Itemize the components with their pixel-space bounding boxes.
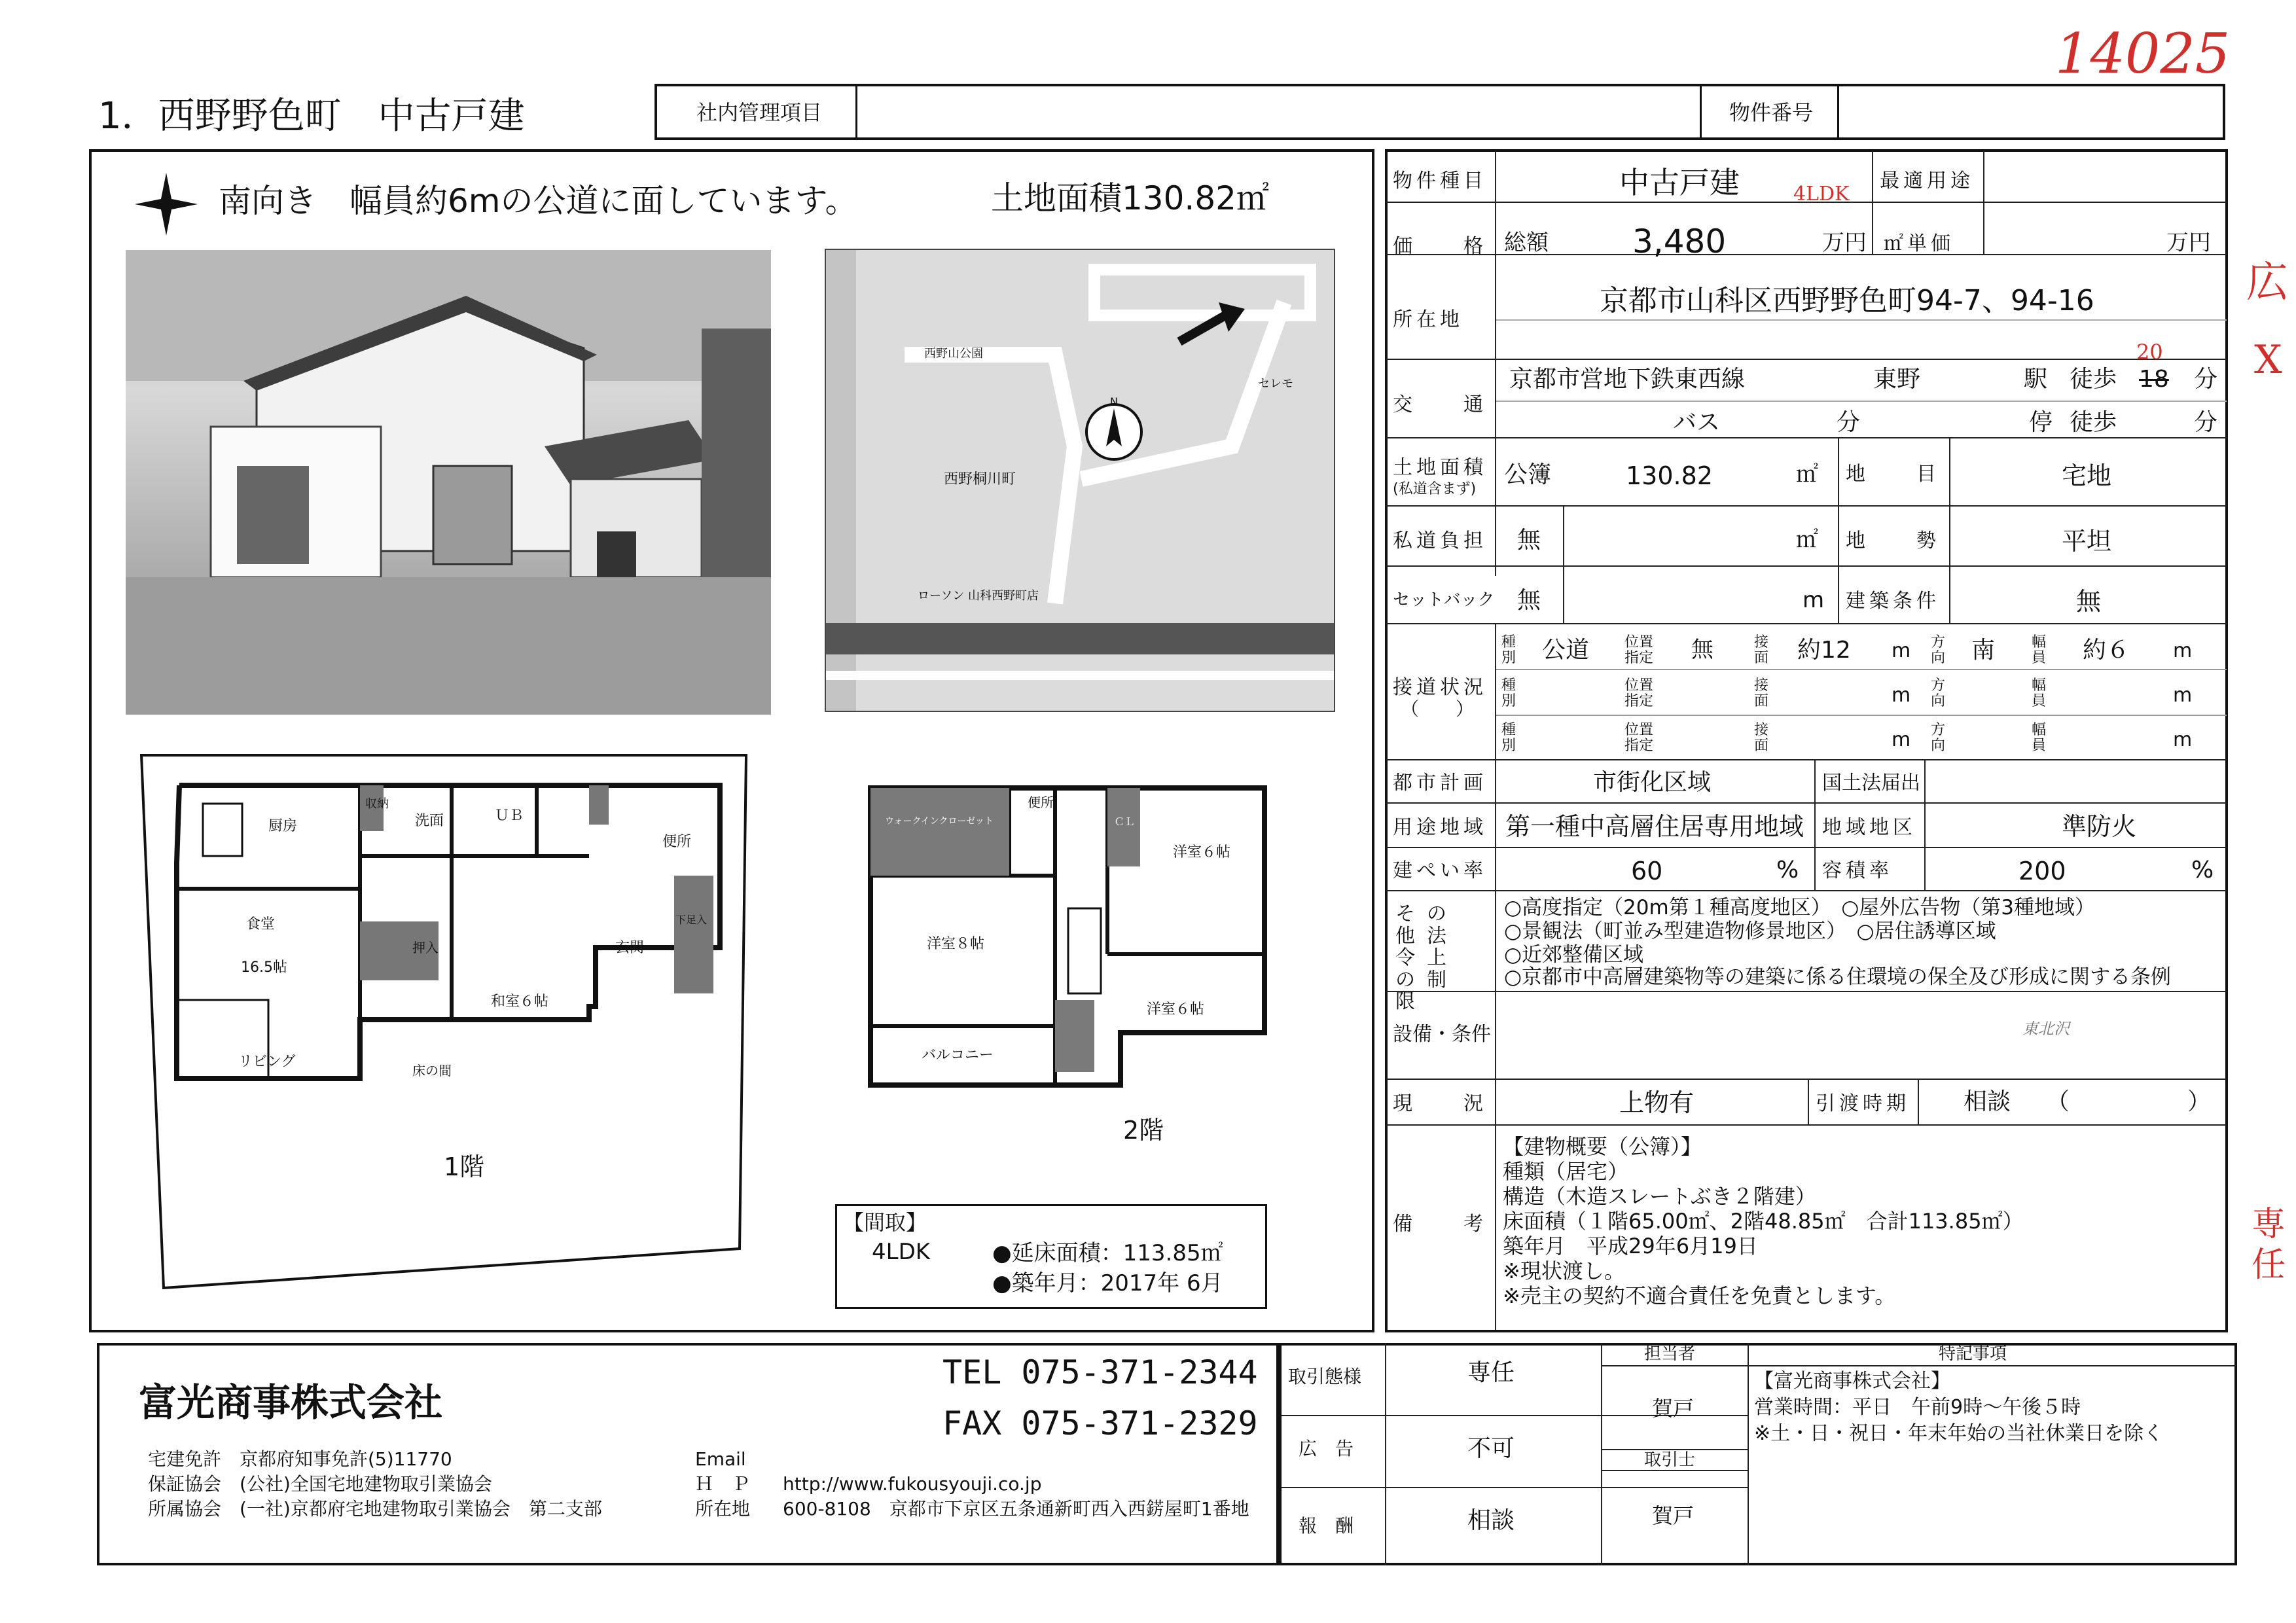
road-h-fukuin-1: 幅員 [2032, 634, 2047, 667]
handwritten-mark-kou: 広 [2246, 259, 2288, 307]
label-koukoku: 広 告 [1299, 1438, 1354, 1459]
label-chimoku: 地 目 [1846, 463, 1940, 486]
road-1-setsumen: 約12 [1797, 637, 1851, 664]
road-h-setsumen-1: 接面 [1754, 634, 1769, 667]
toshi-value: 市街化区域 [1593, 769, 1712, 796]
road-1-m: m [1892, 639, 1911, 662]
m2-price-unit: 万円 [2166, 230, 2211, 256]
chisei-value: 平坦 [2062, 527, 2112, 556]
label-setsubi: 設備・条件 [1393, 1023, 1491, 1046]
floor-plan-2f [859, 777, 1278, 1170]
mgmt-value-field[interactable] [857, 84, 1702, 140]
tokki-line-1: 【富光商事株式会社】 [1754, 1370, 1950, 1393]
floor-plan-1f [137, 751, 766, 1292]
road-h-fukuin-3: 幅員 [2032, 722, 2047, 755]
transport-fun: 分 [2194, 366, 2218, 393]
map-label-kirikawa: 西野桐川町 [944, 471, 1016, 488]
address-label: 所在地 [695, 1498, 751, 1520]
room-dining-size: 16.5帖 [241, 959, 287, 976]
room-washitsu: 和室６帖 [491, 993, 549, 1010]
land-value: 130.82 [1626, 461, 1713, 490]
price-unit: 万円 [1822, 230, 1867, 256]
page-title: 1．西野野色町 中古戸建 [98, 95, 525, 137]
sonota-line-2: ○景観法（町並み型建造物修景地区） ○居住誘導区域 [1504, 919, 1996, 943]
label-land: 土地面積 [1393, 456, 1487, 479]
label-toshi: 都市計画 [1393, 772, 1487, 794]
road-h-shubetsu-2: 種別 [1501, 677, 1516, 710]
transport-tei: 停 [2029, 409, 2053, 436]
land-area-headline: 土地面積130.82㎡ [991, 179, 1269, 217]
madori-value: 4LDK [872, 1239, 931, 1265]
road-h-shubetsu-1: 種別 [1501, 634, 1516, 667]
room-shoe-storage: 下足入 [675, 914, 708, 926]
assoc1-text: 保証協会 (公社)全国宅地建物取引業協会 [148, 1473, 492, 1495]
transport-station: 東野 [1873, 366, 1921, 393]
shidou-value: 無 [1517, 527, 1541, 554]
room-genkan: 玄関 [615, 940, 645, 956]
label-kenpei: 建ぺい率 [1393, 859, 1487, 882]
label-bikou: 備 考 [1393, 1213, 1487, 1236]
label-kenchiku: 建築条件 [1846, 590, 1940, 613]
road-1-fukuin: 約６ [2083, 637, 2130, 664]
address-text: 600-8108 京都市下京区五条通新町西入西錺屋町1番地 [783, 1498, 1249, 1520]
youseki-pct: % [2191, 857, 2214, 883]
label-youseki: 容積率 [1822, 859, 1893, 882]
room-tokonoma: 床の間 [412, 1063, 452, 1079]
land-koubo: 公簿 [1504, 461, 1552, 488]
hikiwatashi-value: 相談 （ ） [1964, 1088, 2212, 1115]
label-chisei: 地 勢 [1846, 529, 1940, 552]
room-senmen: 洗面 [415, 813, 444, 829]
handwritten-setsubi-note: 東北沢 [2022, 1020, 2070, 1038]
road-3-m: m [1892, 728, 1911, 751]
kenpei-pct: % [1776, 857, 1799, 883]
sonota-line-4: ○京都市中高層建築物等の建築に係る住環境の保全及び形成に関する条例 [1504, 965, 2172, 989]
label-road-paren: （ ） [1401, 698, 1475, 720]
road-h-setsumen-3: 接面 [1754, 722, 1769, 755]
shidou-m2: ㎡ [1796, 527, 1818, 553]
chimoku-value: 宅地 [2062, 461, 2112, 490]
hp-label: Ｈ Ｐ [695, 1473, 751, 1495]
handwritten-mark-sennin: 専任 [2251, 1205, 2286, 1285]
label-price: 価 格 [1393, 235, 1487, 258]
road-2-fukuin-m: m [2173, 684, 2193, 707]
room-2f-yoshitsu-6b: 洋室６帖 [1147, 1001, 1205, 1018]
value-shubetsu: 中古戸建 [1619, 165, 1740, 200]
chiiki-value: 準防火 [2062, 812, 2137, 841]
email-label: Email [695, 1448, 746, 1470]
road-h-ichi-3: 位置指定 [1624, 722, 1654, 755]
land-m2: ㎡ [1796, 461, 1818, 488]
room-living: リビング [238, 1054, 296, 1070]
kenchiku-value: 無 [2076, 587, 2102, 616]
road-1-shubetsu: 公道 [1542, 637, 1590, 664]
bikou-line-7: ※売主の契約不適合責任を免責とします。 [1503, 1283, 1896, 1308]
tokki-line-3: ※土・日・祝日・年末年始の当社休業日を除く [1754, 1422, 2164, 1445]
road-3-fukuin-m: m [2173, 728, 2193, 751]
floor1-label: 1階 [444, 1152, 485, 1181]
map-north-label: N [1110, 395, 1118, 408]
room-2f-yoshitsu-8: 洋室８帖 [927, 936, 985, 952]
room-dining: 食堂 [246, 916, 276, 933]
room-2f-balcony: バルコニー [922, 1047, 994, 1063]
assoc2-text: 所属協会 (一社)京都府宅地建物取引業協会 第二支部 [148, 1498, 602, 1520]
license-text: 宅建免許 京都府知事免許(5)11770 [148, 1448, 452, 1470]
road-h-ichi-1: 位置指定 [1624, 634, 1654, 667]
road-h-houi-3: 方向 [1931, 722, 1946, 755]
label-chiiki: 地域地区 [1822, 816, 1916, 839]
road-1-ichi: 無 [1691, 637, 1713, 663]
kenpei-value: 60 [1631, 857, 1663, 885]
price-value: 3,480 [1632, 223, 1727, 260]
label-saiteki: 最適用途 [1880, 169, 1974, 192]
room-ub: ＵＢ [495, 808, 524, 824]
road-h-setsumen-2: 接面 [1754, 677, 1769, 710]
label-genkyo: 現 況 [1393, 1092, 1487, 1115]
tokki-line-2: 営業時間：平日 午前9時〜午後５時 [1754, 1396, 2081, 1419]
youseki-value: 200 [2018, 857, 2066, 885]
floor-area-summary: ●延床面積：113.85㎡ [992, 1240, 1223, 1266]
genkyo-value: 上物有 [1619, 1088, 1695, 1117]
setback-value: 無 [1517, 587, 1541, 614]
handwritten-4ldk: 4LDK [1793, 183, 1850, 205]
label-houshuu: 報 酬 [1299, 1515, 1354, 1537]
torihikishi-value: 賀戸 [1652, 1503, 1695, 1528]
room-shuunou: 収納 [365, 797, 389, 811]
room-2f-walkin-closet: ウォークインクローゼット [885, 816, 994, 827]
setback-m: m [1803, 587, 1825, 613]
transport-bus: バス [1673, 409, 1721, 436]
room-2f-yoshitsu-6a: 洋室６帖 [1173, 844, 1231, 861]
room-2f-toilet: 便所 [1028, 794, 1054, 810]
tagline: 南向き 幅員約6mの公道に面しています。 [219, 182, 858, 220]
label-hikiwatashi: 引渡時期 [1816, 1092, 1910, 1115]
label-setback: セットバック [1393, 590, 1495, 610]
company-name: 富光商事株式会社 [139, 1380, 443, 1425]
property-no-field[interactable] [1839, 84, 2225, 140]
hp-link[interactable]: http://www.fukousyouji.co.jp [783, 1473, 1042, 1495]
property-no-label-cell [1702, 84, 1839, 140]
label-shidou: 私道負担 [1393, 529, 1487, 552]
room-kitchen: 厨房 [268, 818, 298, 834]
bikou-line-1: 【建物概要（公簿）】 [1503, 1134, 1702, 1159]
bikou-line-4: 床面積（１階65.00㎡、2階48.85㎡ 合計113.85㎡） [1503, 1209, 2024, 1234]
bikou-line-6: ※現状渡し。 [1503, 1258, 1625, 1283]
floor2-label: 2階 [1123, 1116, 1164, 1145]
transport-line: 京都市営地下鉄東西線 [1509, 366, 1746, 393]
bikou-line-5: 築年月 平成29年6月19日 [1503, 1234, 1758, 1258]
label-m2-price: ㎡単価 [1884, 232, 1954, 255]
bikou-line-3: 構造（木造スレートぶき２階建） [1503, 1184, 1816, 1209]
north-star-icon [134, 171, 199, 237]
map-label-lawson: ローソン 山科西野町店 [918, 589, 1039, 603]
label-road: 接道状況 [1393, 676, 1487, 699]
handwritten-mark-x: X [2254, 337, 2282, 383]
label-shubetsu: 物件種目 [1393, 169, 1487, 192]
tantou-value: 賀戸 [1652, 1396, 1695, 1421]
sonota-line-1: ○高度指定（20m第１種高度地区） ○屋外広告物（第3種地域） [1504, 896, 2095, 919]
road-h-shubetsu-3: 種別 [1501, 722, 1516, 755]
label-land-sub: (私道含まず) [1393, 481, 1477, 497]
transport-bus-fun: 分 [1837, 409, 1861, 436]
map-label-seremo: セレモ [1258, 377, 1293, 391]
room-2f-closet: ＣＬ [1114, 815, 1136, 828]
handwritten-id-number: 14025 [2055, 22, 2231, 86]
label-location: 所在地 [1393, 308, 1463, 331]
price-sougaku: 総額 [1504, 230, 1549, 256]
madori-label: 【間取】 [843, 1210, 927, 1235]
label-torihiki: 取引態様 [1288, 1366, 1362, 1387]
label-youto: 用途地域 [1393, 816, 1487, 839]
youto-value: 第一種中高層住居専用地域 [1505, 812, 1804, 841]
house-photo [126, 250, 771, 715]
transport-toho: 徒歩 [2070, 366, 2117, 393]
label-transport: 交 通 [1393, 393, 1487, 416]
room-oshiire: 押入 [412, 940, 439, 955]
koukoku-value: 不可 [1467, 1435, 1515, 1462]
room-toilet: 便所 [662, 834, 692, 850]
label-kokudo: 国土法届出 [1822, 772, 1920, 794]
built-date-summary: ●築年月：2017年 6月 [992, 1270, 1223, 1296]
location-map [825, 249, 1335, 712]
torihiki-value: 専任 [1467, 1359, 1515, 1386]
road-h-houi-2: 方向 [1931, 677, 1946, 710]
road-2-m: m [1892, 684, 1911, 707]
handwritten-walk-20: 20 [2136, 340, 2163, 365]
road-h-houi-1: 方向 [1931, 634, 1946, 667]
tel-number: TEL 075-371-2344 [942, 1353, 1258, 1391]
transport-toho2: 徒歩 [2070, 409, 2117, 436]
transport-eki: 駅 [2024, 366, 2048, 393]
road-1-fukuin-m: m [2173, 639, 2193, 662]
transport-minutes: 18 [2139, 366, 2169, 393]
label-sonota: その他法令上の制限 [1395, 902, 1458, 1014]
road-h-fukuin-2: 幅員 [2032, 677, 2047, 710]
mgmt-label-cell [655, 84, 857, 140]
mgmt-label: 社内管理項目 [696, 100, 823, 125]
location-value: 京都市山科区西野野色町94-7、94-16 [1600, 284, 2094, 317]
road-h-ichi-2: 位置指定 [1624, 677, 1654, 710]
label-tokki: 特記事項 [1939, 1344, 2007, 1364]
label-torihikishi: 取引士 [1644, 1450, 1696, 1470]
road-1-houi: 南 [1971, 637, 1996, 664]
label-tantou: 担当者 [1644, 1344, 1696, 1364]
property-no-label: 物件番号 [1729, 100, 1814, 125]
houshuu-value: 相談 [1467, 1507, 1515, 1534]
sonota-line-3: ○近郊整備区域 [1504, 943, 1644, 967]
transport-fun2: 分 [2194, 409, 2218, 436]
map-label-park: 西野山公園 [924, 347, 983, 361]
bikou-line-2: 種類（居宅） [1503, 1159, 1629, 1184]
fax-number: FAX 075-371-2329 [942, 1404, 1258, 1442]
